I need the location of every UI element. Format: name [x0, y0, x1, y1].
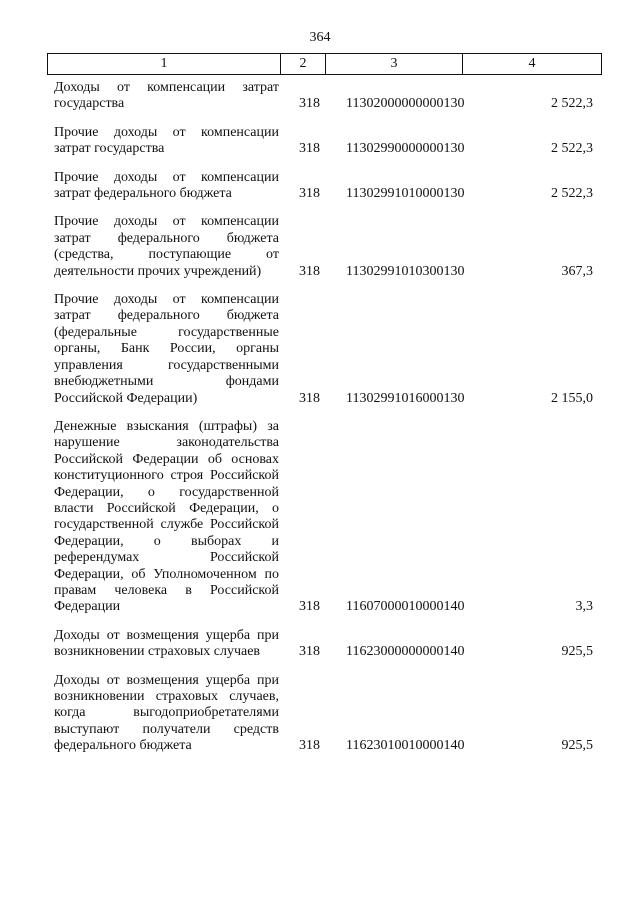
row-budget-code: 11302000000000130 — [346, 96, 465, 112]
row-budget-code: 11302990000000130 — [346, 141, 465, 157]
row-admin-code: 318 — [299, 738, 320, 754]
table-row — [0, 419, 640, 616]
row-description: Прочие доходы от компенсации затрат федерального бюджета — [54, 169, 279, 202]
row-admin-code: 318 — [299, 96, 320, 112]
row-budget-code: 11607000010000140 — [346, 599, 465, 615]
column-header-table — [47, 53, 602, 75]
row-amount: 925,5 — [561, 738, 593, 754]
table-row — [0, 170, 640, 203]
table-row — [0, 125, 640, 158]
row-budget-code: 11623000000000140 — [346, 644, 465, 660]
column-header-row — [48, 54, 602, 75]
row-amount: 2 155,0 — [551, 390, 593, 406]
row-amount: 925,5 — [561, 644, 593, 660]
page-number: 364 — [309, 30, 331, 45]
row-admin-code: 318 — [299, 263, 320, 279]
row-admin-code: 318 — [299, 644, 320, 660]
row-description: Доходы от компенсации затрат государства — [54, 80, 279, 112]
row-budget-code: 11623010010000140 — [346, 738, 465, 754]
row-description: Доходы от возмещения ущерба при возникновении страховых случаев, когда выгодоприобретателями выступают получатели средств федерального бюджета — [54, 672, 279, 754]
row-admin-code: 318 — [299, 141, 320, 157]
row-description: Прочие доходы от компенсации затрат федерального бюджета (федеральные государственные органы, Банк России, органы управления государственными внебюджетными фондами Российской Федерации) — [54, 292, 279, 406]
row-admin-code: 318 — [299, 186, 320, 202]
row-description: Прочие доходы от компенсации затрат государства — [54, 124, 279, 157]
table-row — [0, 214, 640, 280]
row-amount: 367,3 — [561, 263, 593, 279]
row-amount: 2 522,3 — [551, 96, 593, 112]
row-budget-code: 11302991010000130 — [346, 186, 465, 202]
row-amount: 2 522,3 — [551, 186, 593, 202]
row-admin-code: 318 — [299, 599, 320, 615]
row-description: Прочие доходы от компенсации затрат федерального бюджета (средства, поступающие от деятельности прочих учреждений) — [54, 214, 279, 279]
table-row — [0, 80, 640, 113]
column-header-4: 4 — [463, 54, 602, 75]
table-row — [0, 292, 640, 407]
row-budget-code: 11302991010300130 — [346, 263, 465, 279]
column-header-1: 1 — [48, 54, 281, 75]
row-description: Денежные взыскания (штрафы) за нарушение законодательства Российской Федерации об основах конституционного строя Российской Федерации, о государственной власти Российской Федерации, о государственной службе Российской Федерации, о выборах и референдумах Российской Федерации, об Уполномоченном по правам человека в Российской Федерации — [54, 418, 279, 615]
column-header-2: 2 — [281, 54, 326, 75]
column-header-3: 3 — [326, 54, 463, 75]
table-row — [0, 673, 640, 755]
table-row — [0, 628, 640, 661]
row-amount: 2 522,3 — [551, 141, 593, 157]
row-description: Доходы от возмещения ущерба при возникновении страховых случаев — [54, 627, 279, 660]
table-body — [0, 80, 640, 767]
row-admin-code: 318 — [299, 390, 320, 406]
row-budget-code: 11302991016000130 — [346, 390, 465, 406]
row-amount: 3,3 — [575, 599, 593, 615]
